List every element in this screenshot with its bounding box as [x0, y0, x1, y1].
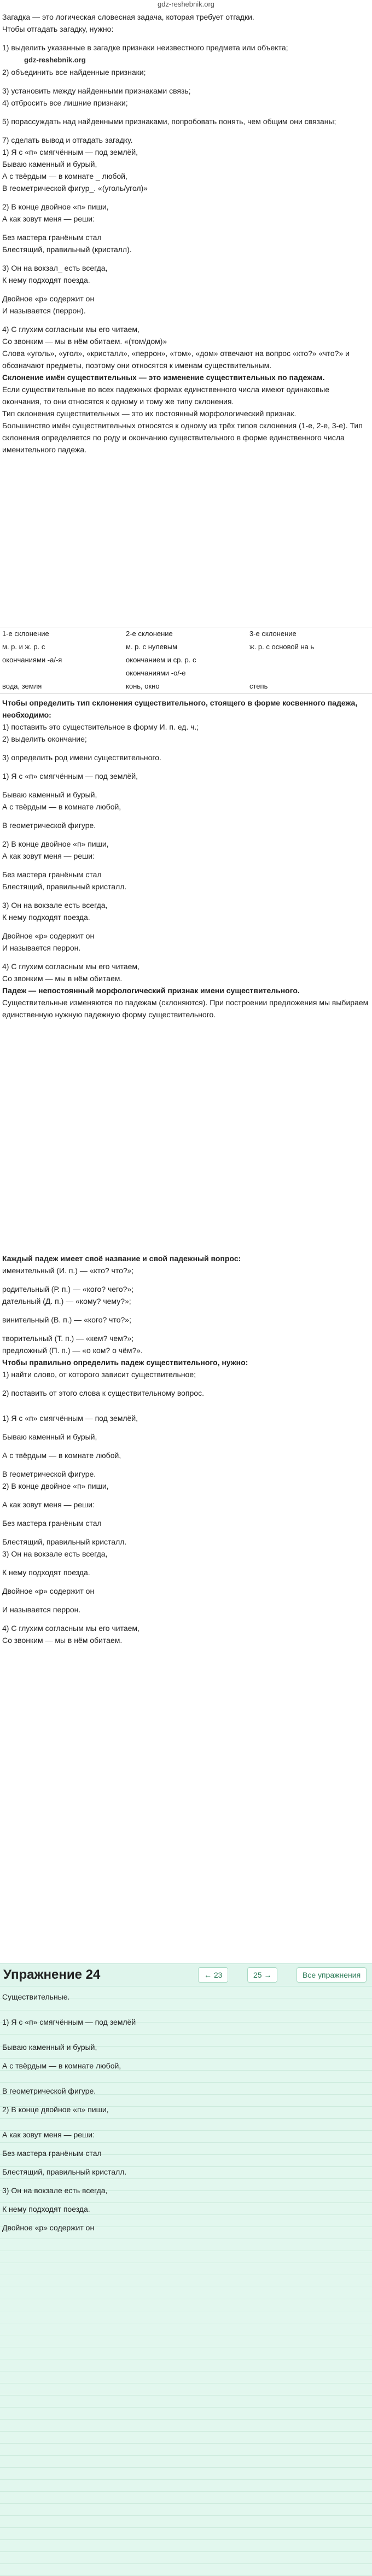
- step-7: 7) сделать вывод и отгадать загадку.: [2, 136, 133, 144]
- riddle-section: [0, 11, 372, 618]
- riddle-marked: 2) В конце двойное «п» пиши,: [2, 840, 109, 848]
- table-cell: окончаниями -о/-е: [126, 669, 186, 677]
- answer-line: В геометрической фигуре.: [2, 2087, 96, 2095]
- case-how: Чтобы правильно определить падеж существительного, нужно:: [2, 1358, 248, 1367]
- step-3: 3) установить между найденными признаками связь;: [2, 86, 191, 95]
- how-to: Чтобы отгадать загадку, нужно:: [2, 25, 114, 33]
- declension-section: [0, 623, 372, 1247]
- answer-line: 1) Я с «п» смягчённым — под землёй: [2, 2018, 136, 2026]
- case-heading: Падеж — непостоянный морфологический признак имени существительного.: [2, 986, 300, 995]
- table-cell: вода, земля: [2, 682, 42, 690]
- riddle-marked: Бываю каменный и бурый,: [2, 790, 97, 799]
- riddle-case: 3) Он на вокзале есть всегда,: [2, 1549, 108, 1558]
- riddle-line: К нему подходят поезда.: [2, 276, 90, 284]
- riddle-line: В геометрической фигур_. «(уголь/угол)»: [2, 184, 148, 193]
- table-cell: окончанием и ср. р. с: [126, 656, 196, 664]
- riddle-case: 2) В конце двойное «п» пиши,: [2, 1482, 109, 1490]
- riddle-line: 4) С глухим согласным мы его читаем,: [2, 325, 140, 334]
- table-cell: [247, 667, 371, 680]
- riddle-marked: В геометрической фигуре.: [2, 821, 96, 830]
- case-item: именительный (И. п.) — «кто? что?»;: [2, 1266, 134, 1275]
- answer-line: Без мастера гранёным стал: [2, 2149, 102, 2158]
- riddle-line: Со звонким — мы в нём обитаем. «(том/дом)»: [2, 337, 167, 346]
- riddle-case: А с твёрдым — в комнате любой,: [2, 1451, 121, 1460]
- step-5: 5) порассуждать над найденными признаками, попробовать понять, чем общим они связаны;: [2, 117, 336, 126]
- riddle-line: А как зовут меня — реши:: [2, 214, 95, 223]
- riddle-marked: Со звонким — мы в нём обитаем.: [2, 974, 123, 983]
- riddle-line: Бываю каменный и бурый,: [2, 160, 97, 168]
- declension-rule-1: Если существительные во всех падежных формах единственного числа имеют одинаковые окончания, то они относятся к одному и тому же типу склонения.: [2, 385, 330, 406]
- case-item: винительный (В. п.) — «кого? что?»;: [2, 1315, 131, 1324]
- table-cell: [247, 654, 371, 667]
- step-1: 1) выделить указанные в загадке признаки неизвестного предмета или объекта;: [2, 43, 288, 52]
- riddle-marked: И называется перрон.: [2, 943, 81, 952]
- riddle-case: Без мастера гранёным стал: [2, 1519, 102, 1528]
- riddle-case: Блестящий, правильный кристалл.: [2, 1537, 127, 1546]
- table-cell: м. р. и ж. р. с: [2, 643, 45, 651]
- riddle-marked: Блестящий, правильный кристалл.: [2, 882, 127, 891]
- table-cell: 3-е склонение: [249, 630, 297, 638]
- next-label: 25: [253, 1971, 262, 1979]
- riddle-line: Двойное «р» содержит он: [2, 294, 95, 303]
- table-cell: степь: [249, 682, 268, 690]
- table-cell: 1-е склонение: [2, 630, 49, 638]
- prev-exercise-button[interactable]: [198, 1967, 228, 1983]
- riddle-case: И называется перрон.: [2, 1605, 81, 1614]
- riddle-case: К нему подходят поезда.: [2, 1568, 90, 1577]
- declension-rule-3: Большинство имён существительных относятся к одному из трёх типов склонения (1-е, 2-е, 3-е). Тип склонения определяется по роду и окончанию существительного в форме единственного числа именительного падежа.: [2, 421, 363, 454]
- riddle-case: В геометрической фигуре.: [2, 1470, 96, 1478]
- answer-line: 2) В конце двойное «п» пиши,: [2, 2105, 109, 2114]
- riddle-line: А с твёрдым — в комнате _ любой,: [2, 172, 127, 180]
- type-step: 1) поставить это существительное в форму И. п. ед. ч.;: [2, 722, 199, 731]
- answer-line: А с твёрдым — в комнате любой,: [2, 2061, 121, 2070]
- riddle-line: Блестящий, правильный (кристалл).: [2, 245, 132, 254]
- riddle-case: Бываю каменный и бурый,: [2, 1432, 97, 1441]
- case-how-step: 1) найти слово, от которого зависит существительное;: [2, 1370, 196, 1379]
- all-exercises-button[interactable]: Все упражнения: [297, 1967, 367, 1983]
- prev-label: 23: [213, 1971, 223, 1979]
- answer-line: Бываю каменный и бурый,: [2, 2043, 97, 2052]
- watermark-text: gdz-reshebnik.org: [24, 56, 86, 64]
- riddle-line: 3) Он на вокзал_ есть всегда,: [2, 264, 108, 272]
- type-step: 2) выделить окончание;: [2, 735, 87, 743]
- answer-panel: [0, 1986, 372, 2576]
- definition: Загадка — это логическая словесная задача, которая требует отгадки.: [2, 13, 254, 21]
- riddle-marked: 3) Он на вокзале есть всегда,: [2, 901, 108, 910]
- chevron-left-icon: ←: [204, 1971, 214, 1979]
- riddle-line: 1) Я с «п» смягчённым — под землёй,: [2, 148, 138, 156]
- site-domain[interactable]: gdz-reshebnik.org: [157, 0, 215, 8]
- declension-table: [0, 627, 372, 693]
- table-cell: ж. р. с основой на ь: [249, 643, 315, 651]
- declension-rule-2: Тип склонения существительных — это их постоянный морфологический признак.: [2, 409, 297, 418]
- step-4: 4) отбросить все лишние признаки;: [2, 98, 128, 107]
- type-step: 3) определить род имени существительного.: [2, 753, 161, 762]
- riddle-marked: 1) Я с «п» смягчённым — под землёй,: [2, 772, 138, 780]
- case-rule: Существительные изменяются по падежам (склоняются). При построении предложения мы выбираем единственную нужную падежную форму существительного.: [2, 998, 369, 1019]
- words-note: Слова «уголь», «угол», «кристалл», «перрон», «том», «дом» отвечают на вопрос «кто?» «что?» и обозначают предметы, поэтому они относятся к именам существительным.: [2, 349, 350, 370]
- riddle-case: А как зовут меня — реши:: [2, 1500, 95, 1509]
- riddle-line: И называется (перрон).: [2, 306, 86, 315]
- type-heading: Чтобы определить тип склонения существительного, стоящего в форме косвенного падежа, необходимо:: [2, 698, 358, 719]
- table-cell: окончаниями -а/-я: [2, 656, 62, 664]
- riddle-case: 4) С глухим согласным мы его читаем,: [2, 1624, 140, 1633]
- declension-heading: Склонение имён существительных — это изменение существительных по падежам.: [2, 373, 325, 382]
- table-cell: [0, 667, 124, 680]
- riddle-case: 1) Я с «п» смягчённым — под землёй,: [2, 1414, 138, 1423]
- answer-line: Существительные.: [2, 1992, 70, 2001]
- watermark: [0, 54, 372, 66]
- chevron-right-icon: →: [261, 1971, 272, 1979]
- answer-line: Двойное «р» содержит он: [2, 2223, 95, 2232]
- table-cell: конь, окно: [126, 682, 160, 690]
- step-2: 2) объединить все найденные признаки;: [2, 68, 146, 77]
- riddle-marked: А с твёрдым — в комнате любой,: [2, 802, 121, 811]
- riddle-marked: К нему подходят поезда.: [2, 913, 90, 922]
- riddle-marked: Двойное «р» содержит он: [2, 931, 95, 940]
- answer-line: 3) Он на вокзале есть всегда,: [2, 2186, 108, 2195]
- riddle-case: Двойное «р» содержит он: [2, 1587, 95, 1595]
- answer-line: К нему подходят поезда.: [2, 2205, 90, 2213]
- answer-line: Блестящий, правильный кристалл.: [2, 2167, 127, 2176]
- case-item: предложный (П. п.) — «о ком? о чём?».: [2, 1346, 143, 1355]
- case-item: родительный (Р. п.) — «кого? чего?»;: [2, 1285, 134, 1293]
- case-item: творительный (Т. п.) — «кем? чем?»;: [2, 1334, 134, 1343]
- riddle-line: 2) В конце двойное «п» пиши,: [2, 202, 109, 211]
- case-each: Каждый падеж имеет своё название и свой падежный вопрос:: [2, 1254, 241, 1263]
- riddle-case: Со звонким — мы в нём обитаем.: [2, 1636, 123, 1645]
- riddle-line: Без мастера гранёным стал: [2, 233, 102, 242]
- riddle-marked: 4) С глухим согласным мы его читаем,: [2, 962, 140, 971]
- riddle-marked: А как зовут меня — реши:: [2, 852, 95, 860]
- case-how-step: 2) поставить от этого слова к существительному вопрос.: [2, 1389, 204, 1397]
- next-exercise-button[interactable]: [247, 1967, 277, 1983]
- table-cell: 2-е склонение: [126, 630, 173, 638]
- answer-line: А как зовут меня — реши:: [2, 2130, 95, 2139]
- riddle-marked: Без мастера гранёным стал: [2, 870, 102, 879]
- case-section: [0, 1252, 372, 1958]
- case-item: дательный (Д. п.) — «кому? чему?»;: [2, 1297, 131, 1306]
- exercise-title: Упражнение 24: [3, 1967, 101, 1982]
- exercise-nav: [0, 1963, 372, 1986]
- table-cell: м. р. с нулевым: [126, 643, 178, 651]
